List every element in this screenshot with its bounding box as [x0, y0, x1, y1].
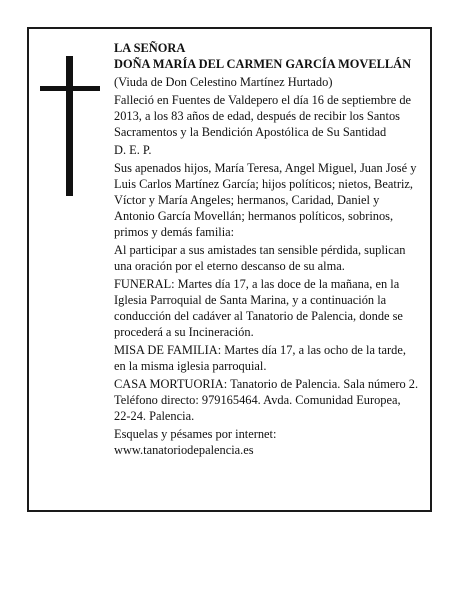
deceased-name: DOÑA MARÍA DEL CARMEN GARCÍA MOVELLÁN	[114, 57, 412, 71]
website-link[interactable]: www.tanatoriodepalencia.es	[114, 443, 254, 457]
widow-of: (Viuda de Don Celestino Martínez Hurtado)	[114, 75, 333, 89]
family-list: Sus apenados hijos, María Teresa, Angel Miguel, Juan José y Luis Carlos Martínez García; hijos políticos; nietos, Beatriz, Víctor y María Angeles; hermanos, Caridad, Daniel y Antonio García Movellán; hermanos políticos, sobrinos, primos y demás familia:	[114, 161, 417, 239]
cross-icon	[40, 56, 100, 196]
prayer-request: Al participar a sus amistades tan sensible pérdida, suplican una oración por el eterno descanso de su alma.	[114, 243, 406, 273]
notice-title: LA SEÑORA	[114, 41, 186, 55]
internet-label: Esquelas y pésames por internet:	[114, 427, 277, 441]
death-details: Falleció en Fuentes de Valdepero el día 16 de septiembre de 2013, a los 83 años de edad, después de recibir los Santos Sacramentos y la Bendición Apostólica de Su Santidad	[114, 93, 412, 139]
notice-text	[114, 40, 420, 460]
cross-horizontal-bar	[40, 86, 100, 91]
family-mass-info: MISA DE FAMILIA: Martes día 17, a las ocho de la tarde, en la misma iglesia parroquial.	[114, 343, 406, 373]
cross-vertical-bar	[66, 56, 73, 196]
mortuary-info: CASA MORTUORIA: Tanatorio de Palencia. Sala número 2. Teléfono directo: 979165464. Avda. Comunidad Europea, 22-24. Palencia.	[114, 377, 419, 423]
funeral-info: FUNERAL: Martes día 17, a las doce de la mañana, en la Iglesia Parroquial de Santa Marina, y a continuación la conducción del cadáver al Tanatorio de Palencia, donde se procederá a su Incineración.	[114, 277, 403, 339]
dep-text: D. E. P.	[114, 143, 152, 157]
